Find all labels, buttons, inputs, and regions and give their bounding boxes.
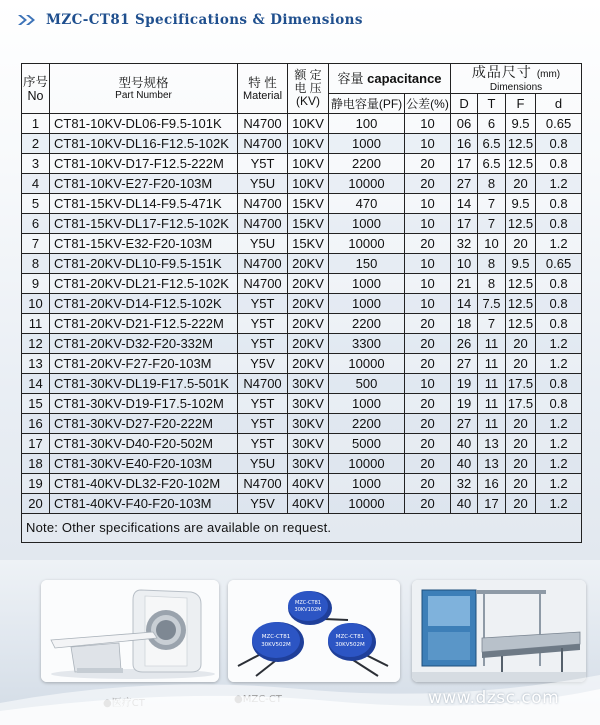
row-material: Y5T bbox=[238, 394, 288, 414]
row-dim-d: 1.2 bbox=[536, 334, 582, 354]
row-voltage: 30KV bbox=[288, 414, 329, 434]
table-row bbox=[22, 354, 582, 374]
row-dim-D: 40 bbox=[451, 434, 478, 454]
header-row-1 bbox=[22, 64, 582, 94]
row-material: N4700 bbox=[238, 254, 288, 274]
row-dim-F: 20 bbox=[506, 334, 536, 354]
row-dim-D: 32 bbox=[451, 234, 478, 254]
row-dim-F: 20 bbox=[506, 234, 536, 254]
row-dim-T: 16 bbox=[478, 474, 506, 494]
row-voltage: 40KV bbox=[288, 494, 329, 514]
cap1-label-line1: MZC-CT81 bbox=[295, 600, 321, 606]
row-dim-D: 40 bbox=[451, 494, 478, 514]
page-title: MZC-CT81 Specifications & Dimensions bbox=[46, 12, 363, 28]
cap3-label-line1: MZC-CT81 bbox=[335, 634, 365, 640]
table-row bbox=[22, 474, 582, 494]
row-dim-T: 17 bbox=[478, 494, 506, 514]
header-dim-d: d bbox=[536, 94, 582, 114]
row-dim-T: 13 bbox=[478, 454, 506, 474]
row-dim-F: 20 bbox=[506, 414, 536, 434]
row-dim-d: 0.8 bbox=[536, 274, 582, 294]
row-tolerance: 10 bbox=[405, 114, 451, 134]
row-voltage: 20KV bbox=[288, 294, 329, 314]
row-tolerance: 20 bbox=[405, 354, 451, 374]
row-part-number: CT81-10KV-D17-F12.5-222M bbox=[50, 154, 238, 174]
row-tolerance: 20 bbox=[405, 474, 451, 494]
row-capacitance: 1000 bbox=[329, 274, 405, 294]
cap1-label-line2: 30KV102M bbox=[294, 607, 322, 613]
row-no: 15 bbox=[22, 394, 50, 414]
row-capacitance: 500 bbox=[329, 374, 405, 394]
row-no: 11 bbox=[22, 314, 50, 334]
header-material: 特 性 Material bbox=[238, 64, 288, 114]
row-dim-F: 9.5 bbox=[506, 254, 536, 274]
row-capacitance: 10000 bbox=[329, 494, 405, 514]
row-capacitance: 470 bbox=[329, 194, 405, 214]
row-capacitance: 100 bbox=[329, 114, 405, 134]
row-no: 18 bbox=[22, 454, 50, 474]
row-dim-D: 19 bbox=[451, 374, 478, 394]
row-dim-F: 12.5 bbox=[506, 214, 536, 234]
row-dim-d: 0.8 bbox=[536, 154, 582, 174]
row-voltage: 20KV bbox=[288, 254, 329, 274]
table-note: Note: Other specifications are available on request. bbox=[22, 514, 582, 543]
row-capacitance: 1000 bbox=[329, 294, 405, 314]
row-part-number: CT81-40KV-DL32-F20-102M bbox=[50, 474, 238, 494]
row-dim-D: 40 bbox=[451, 454, 478, 474]
row-capacitance: 3300 bbox=[329, 334, 405, 354]
row-material: Y5T bbox=[238, 314, 288, 334]
row-capacitance: 10000 bbox=[329, 454, 405, 474]
row-part-number: CT81-15KV-DL17-F12.5-102K bbox=[50, 214, 238, 234]
header-dim-F: F bbox=[506, 94, 536, 114]
header-no: 序号 No bbox=[22, 64, 50, 114]
row-no: 1 bbox=[22, 114, 50, 134]
row-tolerance: 20 bbox=[405, 314, 451, 334]
row-dim-F: 20 bbox=[506, 174, 536, 194]
row-dim-F: 12.5 bbox=[506, 134, 536, 154]
row-part-number: CT81-20KV-D21-F12.5-222M bbox=[50, 314, 238, 334]
table-row bbox=[22, 114, 582, 134]
row-part-number: CT81-20KV-D14-F12.5-102K bbox=[50, 294, 238, 314]
row-material: N4700 bbox=[238, 194, 288, 214]
row-part-number: CT81-30KV-D19-F17.5-102M bbox=[50, 394, 238, 414]
row-dim-D: 18 bbox=[451, 314, 478, 334]
table-row bbox=[22, 434, 582, 454]
row-voltage: 20KV bbox=[288, 314, 329, 334]
row-dim-D: 16 bbox=[451, 134, 478, 154]
row-no: 19 bbox=[22, 474, 50, 494]
note-row bbox=[22, 514, 582, 543]
row-no: 6 bbox=[22, 214, 50, 234]
row-no: 2 bbox=[22, 134, 50, 154]
row-material: N4700 bbox=[238, 114, 288, 134]
row-dim-F: 12.5 bbox=[506, 274, 536, 294]
row-part-number: CT81-20KV-D32-F20-332M bbox=[50, 334, 238, 354]
row-dim-T: 10 bbox=[478, 234, 506, 254]
row-no: 7 bbox=[22, 234, 50, 254]
header-dim-T: T bbox=[478, 94, 506, 114]
row-material: N4700 bbox=[238, 134, 288, 154]
header-cap-value: 静电容量(PF) bbox=[329, 94, 405, 114]
row-tolerance: 10 bbox=[405, 194, 451, 214]
row-dim-D: 21 bbox=[451, 274, 478, 294]
double-chevron-icon bbox=[18, 15, 38, 25]
row-dim-d: 1.2 bbox=[536, 234, 582, 254]
row-dim-F: 12.5 bbox=[506, 154, 536, 174]
row-dim-D: 19 bbox=[451, 394, 478, 414]
row-material: N4700 bbox=[238, 474, 288, 494]
row-part-number: CT81-20KV-DL10-F9.5-151K bbox=[50, 254, 238, 274]
row-capacitance: 2200 bbox=[329, 314, 405, 334]
row-capacitance: 1000 bbox=[329, 474, 405, 494]
row-dim-T: 8 bbox=[478, 174, 506, 194]
row-voltage: 40KV bbox=[288, 474, 329, 494]
table-row bbox=[22, 454, 582, 474]
row-part-number: CT81-10KV-DL16-F12.5-102K bbox=[50, 134, 238, 154]
row-capacitance: 10000 bbox=[329, 174, 405, 194]
row-dim-F: 17.5 bbox=[506, 394, 536, 414]
row-tolerance: 10 bbox=[405, 274, 451, 294]
row-dim-F: 12.5 bbox=[506, 314, 536, 334]
row-dim-T: 11 bbox=[478, 414, 506, 434]
row-voltage: 15KV bbox=[288, 194, 329, 214]
row-dim-d: 0.8 bbox=[536, 394, 582, 414]
row-dim-d: 1.2 bbox=[536, 354, 582, 374]
row-voltage: 30KV bbox=[288, 434, 329, 454]
row-voltage: 10KV bbox=[288, 114, 329, 134]
row-dim-d: 0.65 bbox=[536, 114, 582, 134]
row-part-number: CT81-15KV-E32-F20-103M bbox=[50, 234, 238, 254]
row-part-number: CT81-20KV-DL21-F12.5-102K bbox=[50, 274, 238, 294]
row-tolerance: 10 bbox=[405, 374, 451, 394]
row-tolerance: 20 bbox=[405, 394, 451, 414]
row-material: Y5T bbox=[238, 414, 288, 434]
row-no: 5 bbox=[22, 194, 50, 214]
table-row bbox=[22, 214, 582, 234]
row-material: Y5T bbox=[238, 294, 288, 314]
watermark: www.dzsc.com bbox=[428, 688, 560, 708]
row-material: N4700 bbox=[238, 374, 288, 394]
row-part-number: CT81-15KV-DL14-F9.5-471K bbox=[50, 194, 238, 214]
row-no: 20 bbox=[22, 494, 50, 514]
table-row bbox=[22, 154, 582, 174]
row-dim-d: 0.8 bbox=[536, 374, 582, 394]
row-tolerance: 20 bbox=[405, 454, 451, 474]
table-row bbox=[22, 134, 582, 154]
row-dim-F: 12.5 bbox=[506, 294, 536, 314]
row-no: 3 bbox=[22, 154, 50, 174]
row-dim-T: 6.5 bbox=[478, 154, 506, 174]
row-dim-D: 10 bbox=[451, 254, 478, 274]
row-capacitance: 150 bbox=[329, 254, 405, 274]
row-tolerance: 10 bbox=[405, 254, 451, 274]
table-row bbox=[22, 234, 582, 254]
row-dim-T: 8 bbox=[478, 254, 506, 274]
spec-table bbox=[21, 63, 582, 543]
table-row bbox=[22, 274, 582, 294]
table-row bbox=[22, 394, 582, 414]
row-dim-D: 14 bbox=[451, 294, 478, 314]
row-dim-d: 1.2 bbox=[536, 474, 582, 494]
row-part-number: CT81-30KV-D40-F20-502M bbox=[50, 434, 238, 454]
row-dim-T: 8 bbox=[478, 274, 506, 294]
header-voltage: 额 定 电 压 (KV) bbox=[288, 64, 329, 114]
table-row bbox=[22, 294, 582, 314]
row-part-number: CT81-40KV-F40-F20-103M bbox=[50, 494, 238, 514]
spec-table-body bbox=[22, 114, 582, 514]
table-row bbox=[22, 494, 582, 514]
row-dim-F: 9.5 bbox=[506, 194, 536, 214]
row-material: Y5U bbox=[238, 174, 288, 194]
row-material: N4700 bbox=[238, 274, 288, 294]
row-voltage: 10KV bbox=[288, 134, 329, 154]
row-dim-d: 0.8 bbox=[536, 314, 582, 334]
row-dim-F: 17.5 bbox=[506, 374, 536, 394]
row-dim-T: 11 bbox=[478, 334, 506, 354]
row-dim-d: 1.2 bbox=[536, 494, 582, 514]
row-no: 14 bbox=[22, 374, 50, 394]
table-row bbox=[22, 374, 582, 394]
row-voltage: 20KV bbox=[288, 354, 329, 374]
table-row bbox=[22, 414, 582, 434]
row-no: 16 bbox=[22, 414, 50, 434]
row-dim-F: 9.5 bbox=[506, 114, 536, 134]
row-no: 8 bbox=[22, 254, 50, 274]
row-capacitance: 1000 bbox=[329, 394, 405, 414]
row-dim-d: 1.2 bbox=[536, 434, 582, 454]
row-tolerance: 10 bbox=[405, 134, 451, 154]
row-dim-d: 1.2 bbox=[536, 174, 582, 194]
row-voltage: 15KV bbox=[288, 234, 329, 254]
row-capacitance: 1000 bbox=[329, 134, 405, 154]
cap2-label-line2: 30KV502M bbox=[261, 642, 291, 648]
row-no: 17 bbox=[22, 434, 50, 454]
row-dim-D: 26 bbox=[451, 334, 478, 354]
row-no: 4 bbox=[22, 174, 50, 194]
table-row bbox=[22, 314, 582, 334]
row-dim-d: 0.8 bbox=[536, 214, 582, 234]
row-material: Y5T bbox=[238, 154, 288, 174]
row-no: 9 bbox=[22, 274, 50, 294]
row-material: Y5U bbox=[238, 234, 288, 254]
row-no: 10 bbox=[22, 294, 50, 314]
row-dim-d: 0.8 bbox=[536, 194, 582, 214]
row-no: 12 bbox=[22, 334, 50, 354]
row-voltage: 20KV bbox=[288, 274, 329, 294]
table-row bbox=[22, 254, 582, 274]
row-dim-F: 20 bbox=[506, 474, 536, 494]
row-capacitance: 10000 bbox=[329, 354, 405, 374]
row-material: N4700 bbox=[238, 214, 288, 234]
row-dim-T: 6 bbox=[478, 114, 506, 134]
header-cap-tolerance: 公差(%) bbox=[405, 94, 451, 114]
row-dim-d: 1.2 bbox=[536, 414, 582, 434]
row-dim-d: 0.8 bbox=[536, 134, 582, 154]
row-dim-d: 0.65 bbox=[536, 254, 582, 274]
row-part-number: CT81-10KV-DL06-F9.5-101K bbox=[50, 114, 238, 134]
row-capacitance: 10000 bbox=[329, 234, 405, 254]
row-tolerance: 10 bbox=[405, 214, 451, 234]
row-dim-T: 7 bbox=[478, 194, 506, 214]
row-tolerance: 20 bbox=[405, 174, 451, 194]
row-voltage: 30KV bbox=[288, 454, 329, 474]
header-dim-D: D bbox=[451, 94, 478, 114]
row-voltage: 30KV bbox=[288, 394, 329, 414]
row-dim-D: 14 bbox=[451, 194, 478, 214]
row-dim-T: 7 bbox=[478, 314, 506, 334]
row-tolerance: 20 bbox=[405, 434, 451, 454]
row-no: 13 bbox=[22, 354, 50, 374]
row-part-number: CT81-30KV-DL19-F17.5-501K bbox=[50, 374, 238, 394]
row-tolerance: 10 bbox=[405, 294, 451, 314]
row-dim-d: 1.2 bbox=[536, 454, 582, 474]
table-row bbox=[22, 174, 582, 194]
row-part-number: CT81-30KV-D27-F20-222M bbox=[50, 414, 238, 434]
row-dim-T: 6.5 bbox=[478, 134, 506, 154]
row-dim-F: 20 bbox=[506, 434, 536, 454]
row-dim-F: 20 bbox=[506, 494, 536, 514]
row-capacitance: 5000 bbox=[329, 434, 405, 454]
row-dim-T: 11 bbox=[478, 394, 506, 414]
row-dim-D: 17 bbox=[451, 214, 478, 234]
row-capacitance: 2200 bbox=[329, 414, 405, 434]
row-tolerance: 20 bbox=[405, 334, 451, 354]
row-voltage: 20KV bbox=[288, 334, 329, 354]
row-material: Y5V bbox=[238, 354, 288, 374]
row-dim-T: 7 bbox=[478, 214, 506, 234]
table-row bbox=[22, 334, 582, 354]
row-dim-D: 27 bbox=[451, 354, 478, 374]
row-dim-D: 32 bbox=[451, 474, 478, 494]
row-tolerance: 20 bbox=[405, 414, 451, 434]
row-dim-T: 11 bbox=[478, 374, 506, 394]
row-capacitance: 2200 bbox=[329, 154, 405, 174]
row-dim-d: 0.8 bbox=[536, 294, 582, 314]
row-voltage: 10KV bbox=[288, 154, 329, 174]
row-material: Y5T bbox=[238, 434, 288, 454]
table-row bbox=[22, 194, 582, 214]
cap2-label-line1: MZC-CT81 bbox=[261, 634, 291, 640]
title-row bbox=[18, 10, 363, 30]
row-material: Y5T bbox=[238, 334, 288, 354]
row-dim-F: 20 bbox=[506, 354, 536, 374]
cap3-label-line2: 30KV502M bbox=[335, 642, 365, 648]
row-dim-D: 06 bbox=[451, 114, 478, 134]
row-part-number: CT81-20KV-F27-F20-103M bbox=[50, 354, 238, 374]
row-capacitance: 1000 bbox=[329, 214, 405, 234]
row-voltage: 30KV bbox=[288, 374, 329, 394]
row-voltage: 15KV bbox=[288, 214, 329, 234]
row-dim-D: 27 bbox=[451, 414, 478, 434]
row-dim-D: 17 bbox=[451, 154, 478, 174]
row-tolerance: 20 bbox=[405, 154, 451, 174]
row-dim-T: 11 bbox=[478, 354, 506, 374]
row-material: Y5V bbox=[238, 494, 288, 514]
header-dimensions: 成品尺寸 (mm) Dimensions bbox=[451, 64, 582, 94]
row-tolerance: 20 bbox=[405, 234, 451, 254]
row-dim-F: 20 bbox=[506, 454, 536, 474]
row-dim-T: 13 bbox=[478, 434, 506, 454]
row-part-number: CT81-30KV-E40-F20-103M bbox=[50, 454, 238, 474]
row-part-number: CT81-10KV-E27-F20-103M bbox=[50, 174, 238, 194]
row-dim-T: 7.5 bbox=[478, 294, 506, 314]
row-dim-D: 27 bbox=[451, 174, 478, 194]
header-capacitance: 容量 capacitance bbox=[329, 64, 451, 94]
header-part-number: 型号规格 Part Number bbox=[50, 64, 238, 114]
row-voltage: 10KV bbox=[288, 174, 329, 194]
row-tolerance: 20 bbox=[405, 494, 451, 514]
row-material: Y5U bbox=[238, 454, 288, 474]
